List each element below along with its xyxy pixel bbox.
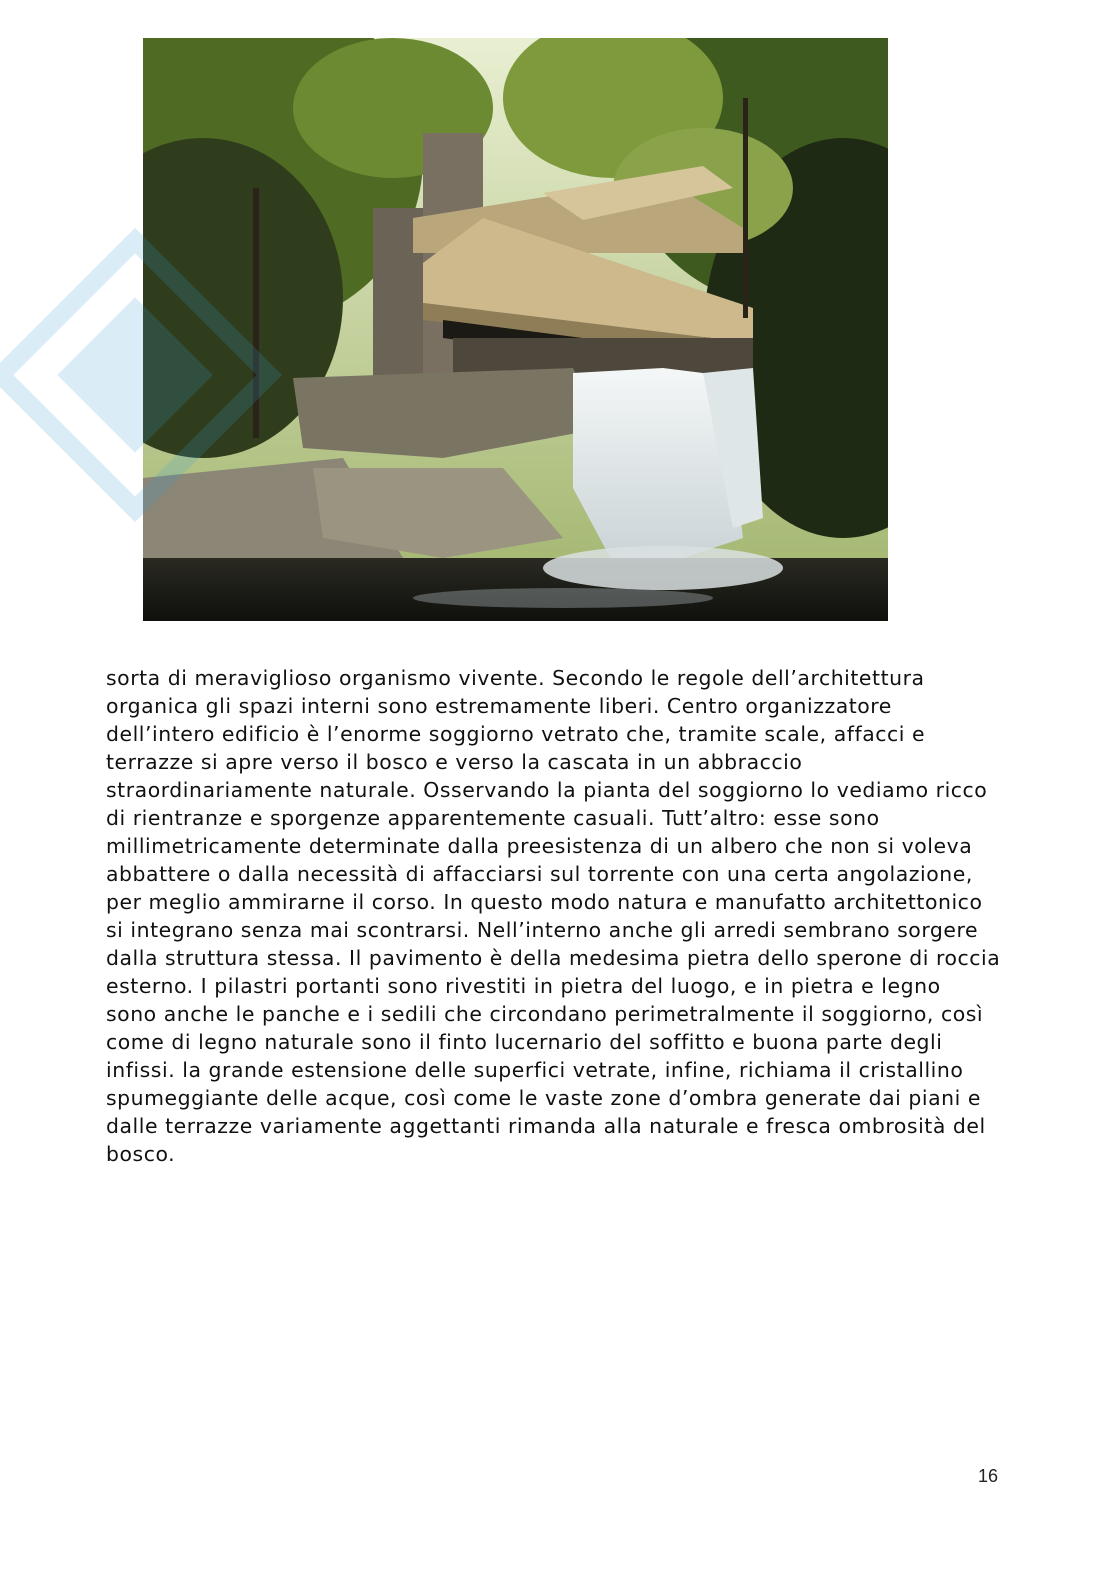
body-paragraph: sorta di meraviglioso organismo vivente. Secondo le regole dell’architettura organica gli spazi interni sono estremamente liberi. Centro organizzatore dell’intero edificio è l’enorme soggiorno vetrato che, tramite scale, affacci e terrazze si apre verso il bosco e verso la cascata in un abbraccio straordinariamente naturale. Osservando la pianta del soggiorno lo vediamo ricco di rientranze e sporgenze apparentemente casuali. Tutt’altro: esse sono millimetricamente determinate dalla preesistenza di un albero che non si voleva abbattere o dalla necessità di affacciarsi sul torrente con una certa angolazione, per meglio ammirarne il corso. In questo modo natura e manufatto architettonico si integrano senza mai scontrarsi. Nell’interno anche gli arredi sembrano sorgere dalla struttura stessa. Il pavimento è della medesima pietra dello sperone di roccia esterno. I pilastri portanti sono rivestiti in pietra del luogo, e in pietra e legno sono anche le panche e i sedili che circondano perimetralmente il soggiorno, così come di legno naturale sono il finto lucernario del soffitto e buona parte degli infissi. la grande estensione delle superfici vetrate, infine, richiama il cristallino spumeggiante delle acque, così come le vaste zone d’ombra generate dai piani e dalle terrazze variamente aggettanti rimanda alla naturale e fresca ombrosità del bosco. <box>106 666 1001 1166</box>
photo-illustration <box>143 38 888 621</box>
fallingwater-photo <box>143 38 888 621</box>
page-number: 16 <box>978 1466 999 1486</box>
